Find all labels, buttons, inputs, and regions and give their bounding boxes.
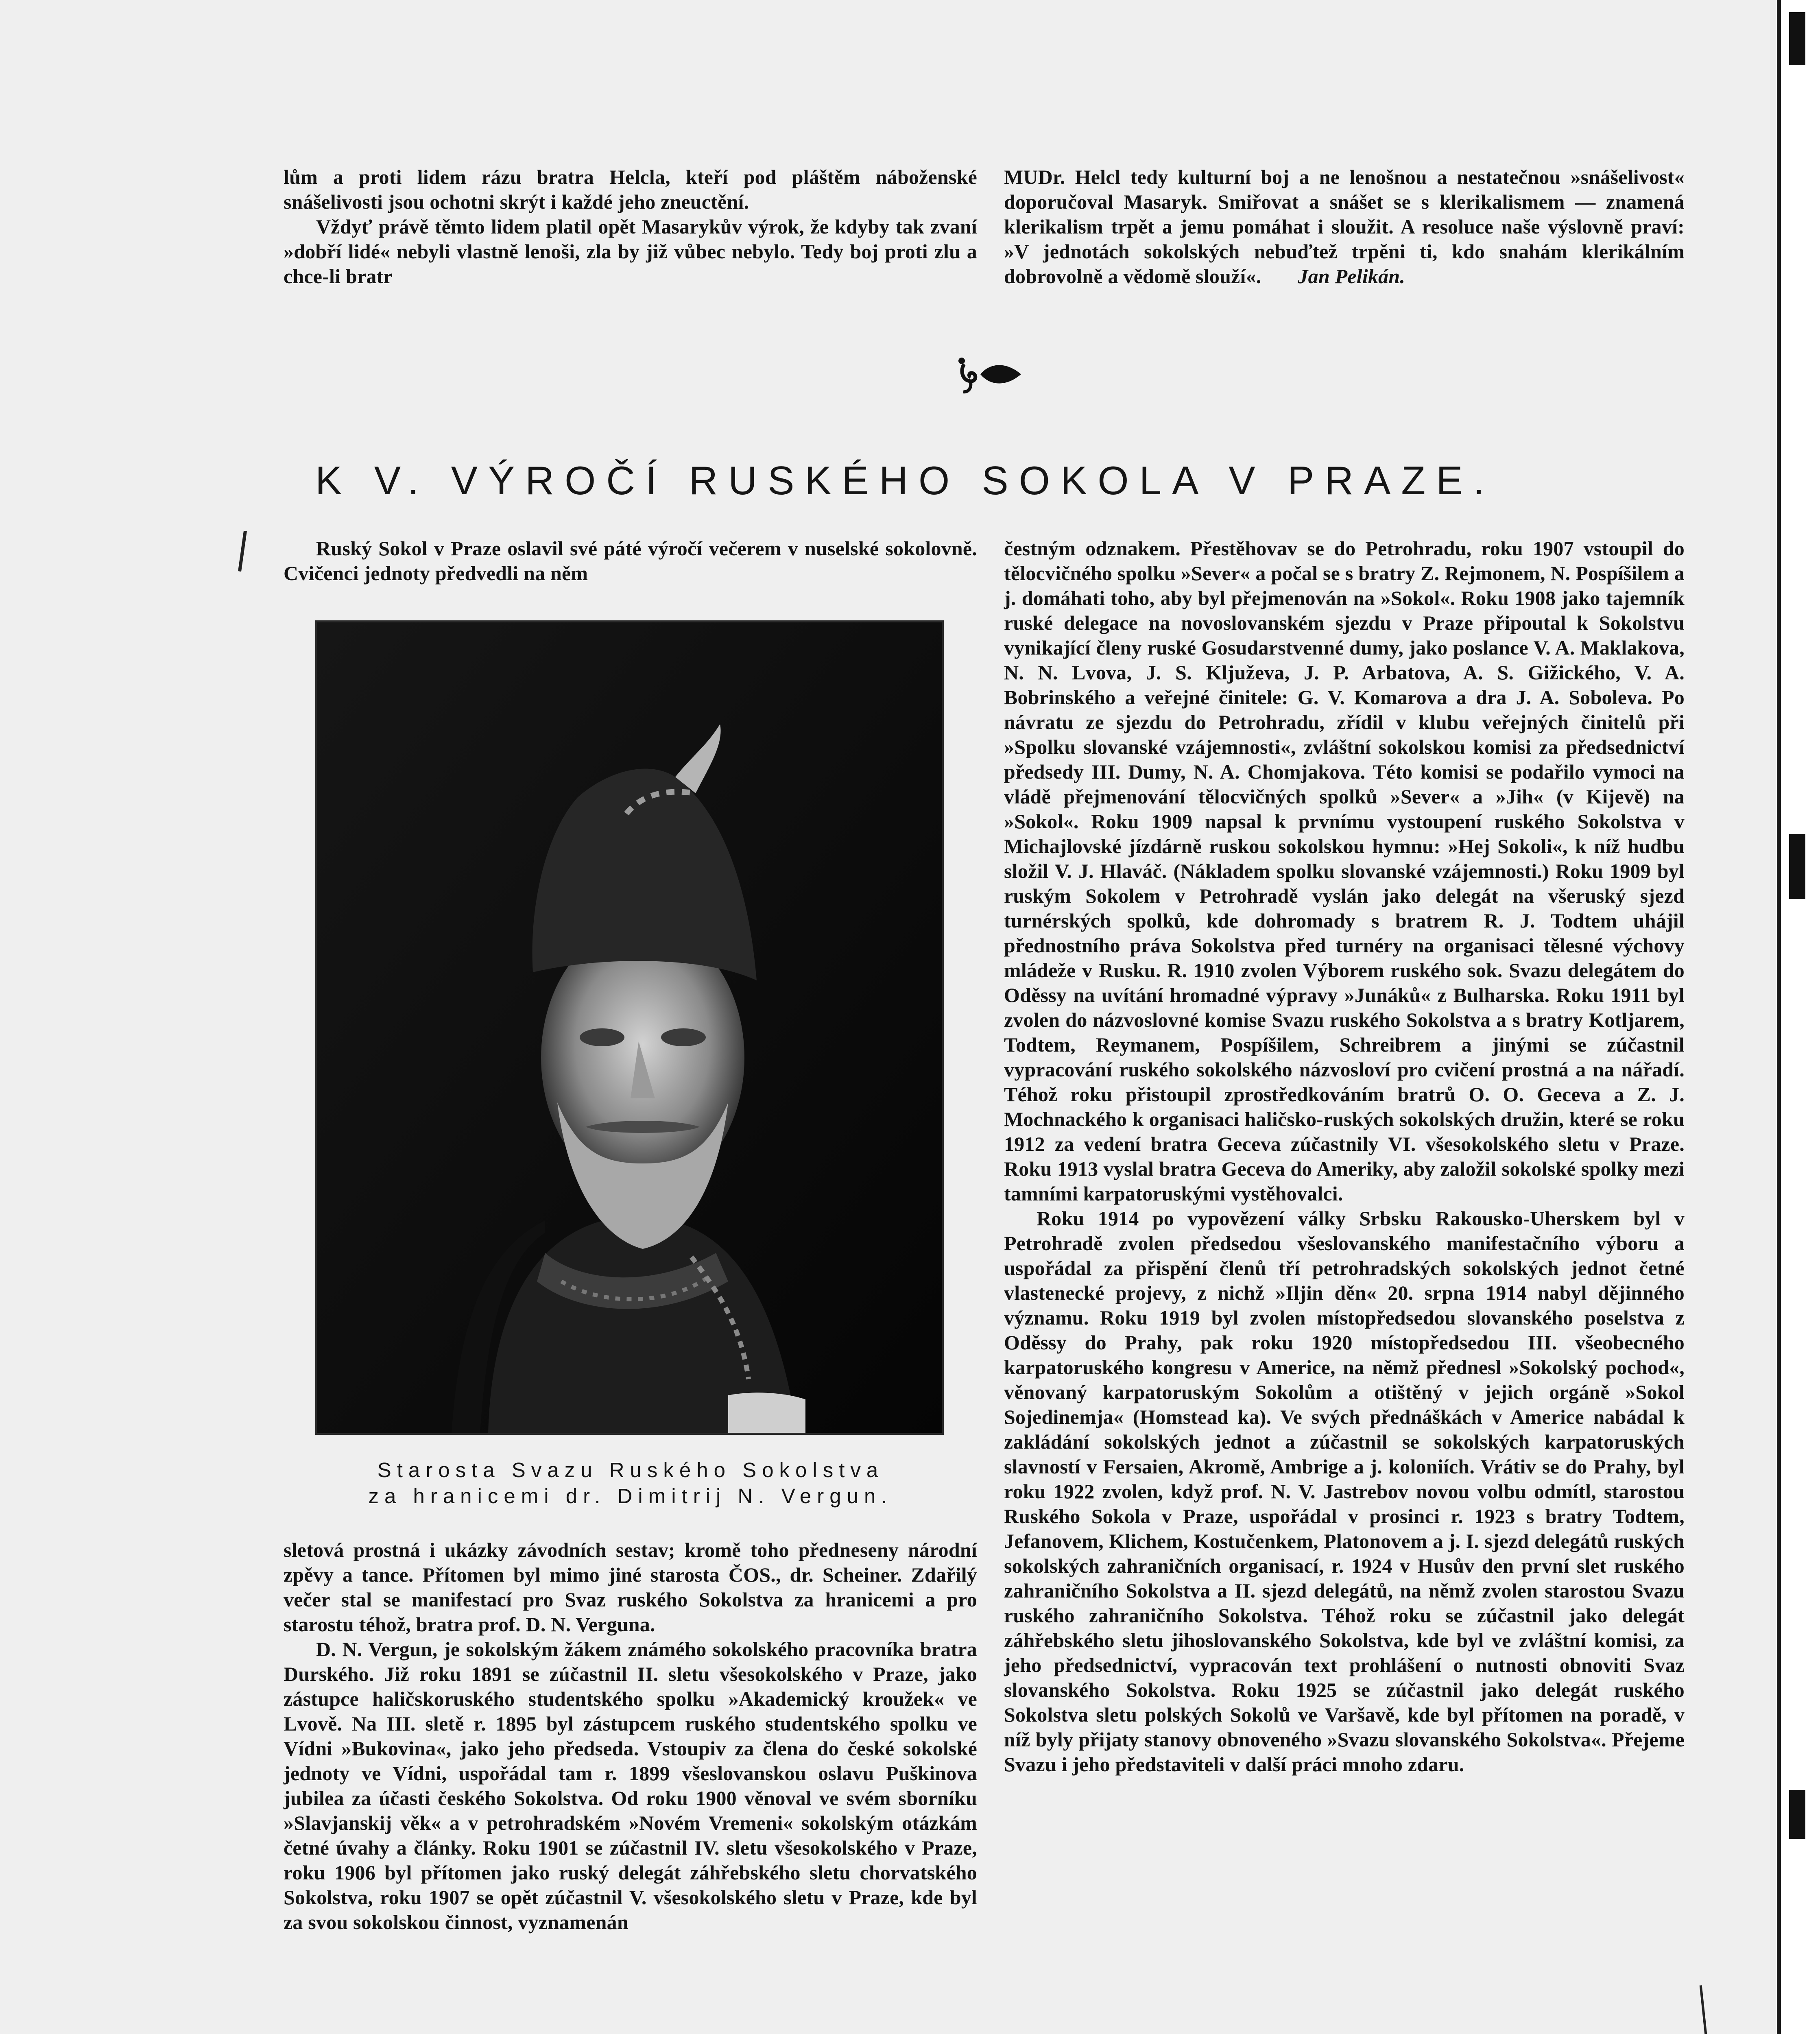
article-right-column	[1004, 536, 1685, 1777]
article-intro	[284, 536, 977, 586]
intro-paragraph: Ruský Sokol v Praze oslavil své páté výročí večerem v nuselské sokolovně. Cvičenci jednoty předvedli na něm	[284, 537, 977, 585]
article-paragraph: čestným odznakem. Přestěhovav se do Petrohradu, roku 1907 vstoupil do tělocvičného spolku »Sever« a počal se s bratry Z. Rejmonem, N. Pospíšilem a j. domáhati toho, aby byl přejmenován na »Sokol«. Roku 1908 jako tajemník ruské delegace na novoslovanském sjezdu v Praze připoutal k Sokolstvu vynikající členy ruské Gosudarstvenné dumy, jako poslance V. A. Maklakova, N. N. Lvova, J. S. Kljuževa, J. P. Arbatova, A. S. Gižického, V. A. Bobrinského a veřejné činitele: G. V. Komarova a dra J. A. Soboleva. Po návratu ze sjezdu do Petrohradu, zřídil v klubu veřejných činitelů při »Spolku slovanské vzájemnosti«, zvláštní sokolskou komisi za předsednictví předsedy III. Dumy, N. A. Chomjakova. Této komisi se podařilo vymoci na vládě přejmenování tělocvičných spolků »Sever« a »Jih« (v Kijevě) na »Sokol«. Roku 1909 napsal k prvnímu vystoupení ruského Sokolstva v Michajlovské jízdárně ruskou sokolskou hymnu: »Hej Sokoli«, k níž hudbu složil V. J. Hlaváč. (Nákladem spolku slovanské vzájemnosti.) Roku 1909 byl ruským Sokolem v Petrohradě vyslán jako delegát na všeruský sjezd turnérských spolků, kde dohromady s bratrem R. J. Todtem uhájil přednostního práva Sokolstva před turnéry na organisaci tělesné výchovy mládeže v Rusku. R. 1910 zvolen Výborem ruského sok. Svazu delegátem do Oděssy na uvítání hromadné výpravy »Junáků« z Bulharska. Roku 1911 byl zvolen do názvoslovné komise Svazu ruského Sokolstva a s bratry Kotljarem, Todtem, Reymanem, Pospíšilem, Schreibrem a jinými se zúčastnil vypracování ruského sokolského názvosloví pro cvičení prostná a na nářadí. Téhož roku přistoupil zprostředkováním bratrů O. O. Geceva a Z. J. Mochnackého k organisaci haličsko-ruských sokolských družin, které se roku 1912 za vedení bratra Geceva zúčastnily VI. všesokolského sletu v Praze. Roku 1913 vyslal bratra Geceva do Ameriky, aby založil sokolské spolky mezi tamními karpatoruskými vystěhovalci.	[1004, 537, 1685, 1205]
margin-pen-mark	[238, 531, 247, 572]
scan-border-mark	[1789, 834, 1805, 899]
continuation-paragraph: lům a proti lidem rázu bratra Helcla, kteří pod pláštěm náboženské snášelivosti jsou ochotni skrýt i každé jeho zneuctění.	[284, 166, 977, 213]
author-signature: Jan Pelikán.	[1298, 265, 1405, 288]
scan-border-mark	[1789, 1790, 1805, 1839]
portrait-photo	[315, 620, 944, 1435]
article-paragraph: D. N. Vergun, je sokolským žákem známého sokolského pracovníka bratra Durského. Již roku 1891 se zúčastnil II. sletu všesokolského v Praze, jako zástupce haličskoruského studentského spolku »Akademický kroužek« ve Lvově. Na III. sletě r. 1895 byl zástupcem ruského studentského spolku ve Vídni »Bukovina«, jako jeho předseda. Vstoupiv za člena do české sokolské jednoty ve Vídni, uspořádal tam r. 1899 všeslovanskou oslavu Puškinova jubilea za účasti českého Sokolstva. Od roku 1900 věnoval ve svém sborníku »Slavjanskij věk« a v petrohradském »Novém Vremeni« sokolským otázkám četné úvahy a články. Roku 1901 se zúčastnil IV. sletu všesokolského v Praze, roku 1906 byl přítomen jako ruský delegát záhřebského sletu chorvatského Sokolstva, roku 1907 se opět zúčastnil V. všesokolského sletu v Praze, kde byl za svou sokolskou činnost, vyznamenán	[284, 1638, 977, 1934]
margin-pen-mark	[1700, 1985, 1708, 2034]
photo-caption	[285, 1457, 976, 1509]
caption-line-2: za hranicemi dr. Dimitrij N. Vergun.	[368, 1484, 893, 1508]
article-continuation-left-column	[284, 165, 977, 289]
article-paragraph: sletová prostná i ukázky závodních sestav; kromě toho předneseny národní zpěvy a tance. Přítomen byl mimo jiné starosta ČOS., dr. Scheiner. Zdařilý večer stal se manifestací pro Svaz ruského Sokolstva za hranicemi a pro starostu téhož, bratra prof. D. N. Verguna.	[284, 1539, 977, 1636]
scan-border-mark	[1789, 12, 1805, 65]
continuation-paragraph: Vždyť právě těmto lidem platil opět Masarykův výrok, že kdyby tak zvaní »dobří lidé« nebyli vlastně lenoši, zla by již vůbec nebylo. Tedy boj proti zlu a chce-li bratr	[284, 215, 977, 288]
scan-border	[1777, 0, 1820, 2034]
article-left-column	[284, 1538, 977, 1935]
article-title: K V. VÝROČÍ RUSKÉHO SOKOLA V PRAZE.	[315, 458, 1495, 503]
article-paragraph: Roku 1914 po vypovězení války Srbsku Rakousko-Uherskem byl v Petrohradě zvolen předsedou všeslovanského manifestačního výboru a uspořádal za přispění členů tří petrohradských sokolských jednot četné vlastenecké projevy, z nichž »Iljin děn« 20. srpna 1914 nabyl dějinného významu. Roku 1919 byl zvolen místopředsedou slovanského poselstva z Oděssy do Prahy, pak roku 1920 místopředsedou III. všeobecného karpatoruského kongresu v Americe, na němž přednesl »Sokolský pochod«, věnovaný karpatoruským Sokolům a otištěný v jejich orgáně »Sokol Sojedinemja« (Homstead ka). Ve svých přednáškách v Americe nabádal k zakládání sokolských jednot a zúčastnil se sokolských karpatoruských slavností v Fersaien, Akromě, Ambrige a j. koloniích. Vrátiv se do Prahy, byl roku 1922 zvolen, když prof. N. V. Jastrebov novou volbu odmítl, starostou Ruského Sokola v Praze, uspořádal v prosinci r. 1923 s bratry Todtem, Jefanovem, Klichem, Kostučenkem, Platonovem a j. I. sjezd delegátů ruských sokolských zahraničních organisací, r. 1924 v Husův den první slet ruského zahraničního Sokolstva a II. sjezd delegátů, na němž zvolen starostou Svazu ruského zahraničního Sokolstva. Téhož roku se zúčastnil jako delegát záhřebského sletu jihoslovanského Sokolstva, kde byl ve zvláštní komisi, za jeho předsednictví, vypracován text prohlášení o nutnosti obnoviti Svaz slovanského Sokolstva. Roku 1925 se zúčastnil jako delegát ruského Sokolstva sletu polských Sokolů ve Varšavě, kde byl přítomen na poradě, v níž byly přijaty stanovy obnoveného »Svazu slovanského Sokolstva«. Přejeme Svazu i jeho představiteli v další práci mnoho zdaru.	[1004, 1207, 1685, 1776]
caption-line-1: Starosta Svazu Ruského Sokolstva	[377, 1458, 884, 1482]
article-continuation-right-column	[1004, 165, 1685, 289]
fleuron-icon	[956, 352, 1029, 397]
continuation-text: MUDr. Helcl tedy kulturní boj a ne lenošnou a nestatečnou »snášelivost« doporučoval Masaryk. Smiřovat a snášet se s klerikalismem — znamená klerikalism trpět a jemu pomáhat i sloužit. A resoluce naše výslovně praví: »V jednotách sokolských nebuďtež trpěni ti, kdo snahám klerikálním dobrovolně a vědomě slouží«.	[1004, 166, 1685, 288]
continuation-paragraph	[1004, 165, 1685, 289]
